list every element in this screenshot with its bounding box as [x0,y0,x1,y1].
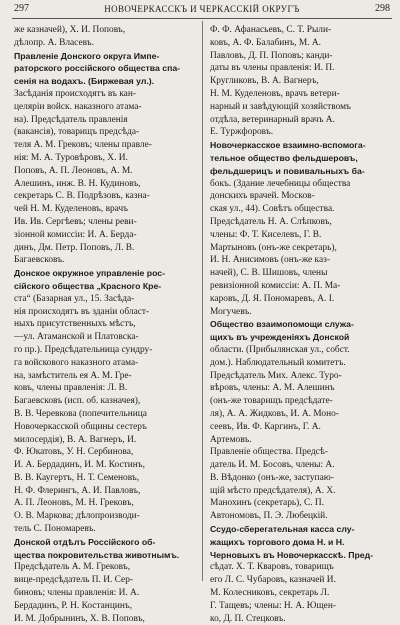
text-line: го пр.). Предсѣдательница сундру- [14,344,153,355]
section-heading-line: тельное общество фельдшеровъ, [210,152,358,163]
text-line: даты въ члены правленія: И. П. [210,63,335,74]
section-heading-line: Донской отдѣлъ Россійского об- [14,536,156,547]
text-line: Автономовъ, П. Э. Любецкій. [210,511,328,522]
text-line: Ив. Ив. Сергѣевъ; члены реви- [14,216,137,227]
text-line: В. В. Каугертъ, Н. Т. Семеновъ, [14,472,140,483]
text-line: ста“ (Базарная ул., 15. Засѣда- [14,293,135,304]
text-line: дом.). Наблюдательный комитетъ. [210,357,346,368]
section-heading-line: сійского общества „Красного Кре- [14,280,162,291]
text-line: биновъ; члены правленія: И. А. [14,588,140,599]
text-line: отдѣла, ветеринарный врачъ А. [210,114,335,125]
right-page-number: 298 [375,3,390,14]
text-line: Засѣданія происходятъ въ кан- [14,88,136,99]
text-line: сеевъ, Ив. Ф. Каргинъ, Г. А. [210,421,321,432]
text-line: га войскового наказного атама- [14,357,139,368]
text-line: Г. Тащевъ; члены: Н. А. Ющен- [210,600,336,611]
text-line: О. В. Маркова; дѣлопроизводи- [14,511,140,522]
text-line: И. М. Добрынинъ, Х. В. Поповъ, [14,613,145,624]
text-line: динъ, Дм. Петр. Поповъ, Л. В. [14,242,135,253]
section-heading-line: жащихъ торгового дома Н. и Н. [210,536,345,547]
text-line: области. (Прибылянская ул., собст. [210,344,350,355]
text-line: ныхъ присутственныхъ мѣстъ, [14,319,136,330]
text-line: В. Вѣдонко (онъ-же, заступаю- [210,472,334,483]
text-line: зіонной комиссіи: И. А. Берда- [14,229,137,240]
header-rule [12,18,392,19]
text-line: ревизіонной комиссіи: А. П. Ма- [210,280,341,291]
text-line: И. Н. Анисимовъ (онъ-же каз- [210,255,330,266]
text-line: Кругликовъ, В. А. Вагнеръ, [210,76,319,87]
text-line: бокъ. (Здание лечебницы общества [210,178,351,189]
text-line: Ф. Ф. Афанасьевъ, С. Т. Рыли- [210,25,332,35]
text-line: члены: Ф. Т. Киселевъ, Г. В. [210,229,322,240]
text-line: Манохинъ (секретарь), С. П. [210,498,325,509]
text-line: теля А. М. Грековъ; члены правле- [14,140,152,151]
right-column [210,24,395,625]
section-heading-line: Правленіе Донского округа Импе- [14,50,160,61]
running-title: НОВОЧЕРКАССКЪ И ЧЕРКАССКІЙ ОКРУГЪ [104,4,300,14]
text-line: А. П. Леоновъ, М. Н. Грековъ, [14,498,134,509]
text-line: нія: М. А. Туровѣровъ, Х. И. [14,152,128,163]
text-line: вѣровъ, члены: А. М. Алешинъ [210,383,335,394]
text-line: Мартыновъ (онъ-же секретарь), [210,242,337,253]
text-line: донскихъ врачей. Москов- [210,191,315,202]
text-line: ля), А. А. Жидковъ, И. А. Моно- [210,408,339,419]
section-heading-line: Новочеркасское взаимно-вспомога- [210,140,366,151]
text-line: Предсѣдатель Мих. Алекс. Туро- [210,370,342,381]
section-heading-line: фельдшерицъ и повивальныхъ ба- [210,165,365,176]
text-line: его Л. С. Чубаровъ, казначей И. [210,575,336,586]
left-page-number: 297 [14,3,29,14]
text-line: ковъ, члены правленія: Л. В. [14,383,128,394]
text-line: же казначей), Х. И. Поповъ, [14,25,126,35]
text-line: датель И. М. Босовъ, члены: А. [210,460,335,471]
text-line: Павловъ, Д. П. Поповъ; канди- [210,50,333,61]
section-heading-line: Донское окружное управленіе рос- [14,268,166,279]
section-heading-line: щихъ въ учрежденіяхъ Донской [210,332,350,343]
text-line: сѣдат. Х. Т. Кваровъ, товарищъ [210,562,334,573]
text-line: Правленіе общества. Предсѣ- [210,447,329,458]
text-line: И. А. Бердадинъ, И. М. Костинъ, [14,460,145,471]
section-heading-line: сенія на водахъ. (Биржевая ул.). [14,76,155,87]
text-line: щій мѣсто предсѣдателя), А. Х. [210,485,336,496]
section-heading-line: раторского россійского общества спа- [14,63,181,74]
text-line: секретарь С. В. Подрѣзовъ, казна- [14,191,150,202]
text-line: на, замѣститель ея А. М. Гре- [14,370,132,381]
text-line: Предсѣдатель А. М. Грековъ, [14,562,131,573]
text-line: Предсѣдатель Н. А. Слѣпковъ, [210,216,332,227]
text-line: Е. Туржфоровъ. [210,127,274,138]
text-line: —ул. Атаманской и Платовска- [14,332,139,343]
section-heading-line: щества покровительства животнымъ. [14,549,180,560]
text-line: каровъ, Д. Я. Пономаревъ, А. І. [210,293,335,304]
text-line: В. В. Черевкова (попечительница [14,408,147,419]
text-line: Артемовъ. [210,434,252,445]
text-line: милосердія), В. А. Вагнеръ, И. [14,434,137,445]
text-line: вице-предсѣдатель П. И. Сер- [14,575,134,586]
text-line: Новочеркасской общины сестеръ [14,421,147,432]
text-line: ко, Д. П. Стецковъ. [210,613,286,624]
text-line: ская ул., 44). Совѣтъ общества. [210,204,335,215]
text-line: начей), С. В. Шишовъ, члены [210,268,328,279]
text-line: дѣлопр. А. Власевъ. [14,37,94,48]
text-line: Багаевсковъ (исп. об. казначея), [14,396,141,407]
text-line: нарный и завѣдующій хозяйствомъ [210,101,351,112]
text-line: Поповъ, А. П. Леоновъ, А. М. [14,165,133,176]
section-heading-line: Черновыхъ въ Новочеркасскѣ. Пред- [210,549,373,560]
text-line: нія происходятъ въ зданіи област- [14,306,150,317]
text-line: (вакансія), товарищъ предсѣда- [14,127,140,138]
text-line: Н. М. Куделеновъ, врачъ ветери- [210,88,340,99]
text-line: Багаевсковъ. [14,255,65,266]
text-line: (онъ-же товарищъ предсѣдате- [210,396,333,407]
page-header [14,2,390,16]
column-divider [202,21,203,581]
text-line: целяріи войск. наказного атама- [14,101,142,112]
text-line: Могучевъ. [210,306,252,317]
text-line: ковъ, А. Ф. Балабинъ, М. А. [210,37,321,48]
left-column [14,24,201,625]
text-line: Алешинъ, инж. В. Н. Кудиновъ, [14,178,141,189]
text-line: М. Колесниковъ, секретарь Л. [210,588,330,599]
text-line: тель С. Пономаревъ. [14,524,96,535]
section-heading-line: Ссудо-сберегательная касса слу- [210,524,355,535]
text-line: Н. Ф. Флерингъ, А. И. Павловъ, [14,485,141,496]
text-line: на). Предсѣдатель правленія [14,114,128,125]
text-line: чей Н. М. Куделеновъ, врачъ [14,204,129,215]
text-line: Ф. Юкатовъ, У. Н. Сербинова, [14,447,134,458]
section-heading-line: Общество взаимопомощи служа- [210,319,354,330]
text-line: Бердадинъ, Р. Н. Костанцинъ, [14,600,133,611]
